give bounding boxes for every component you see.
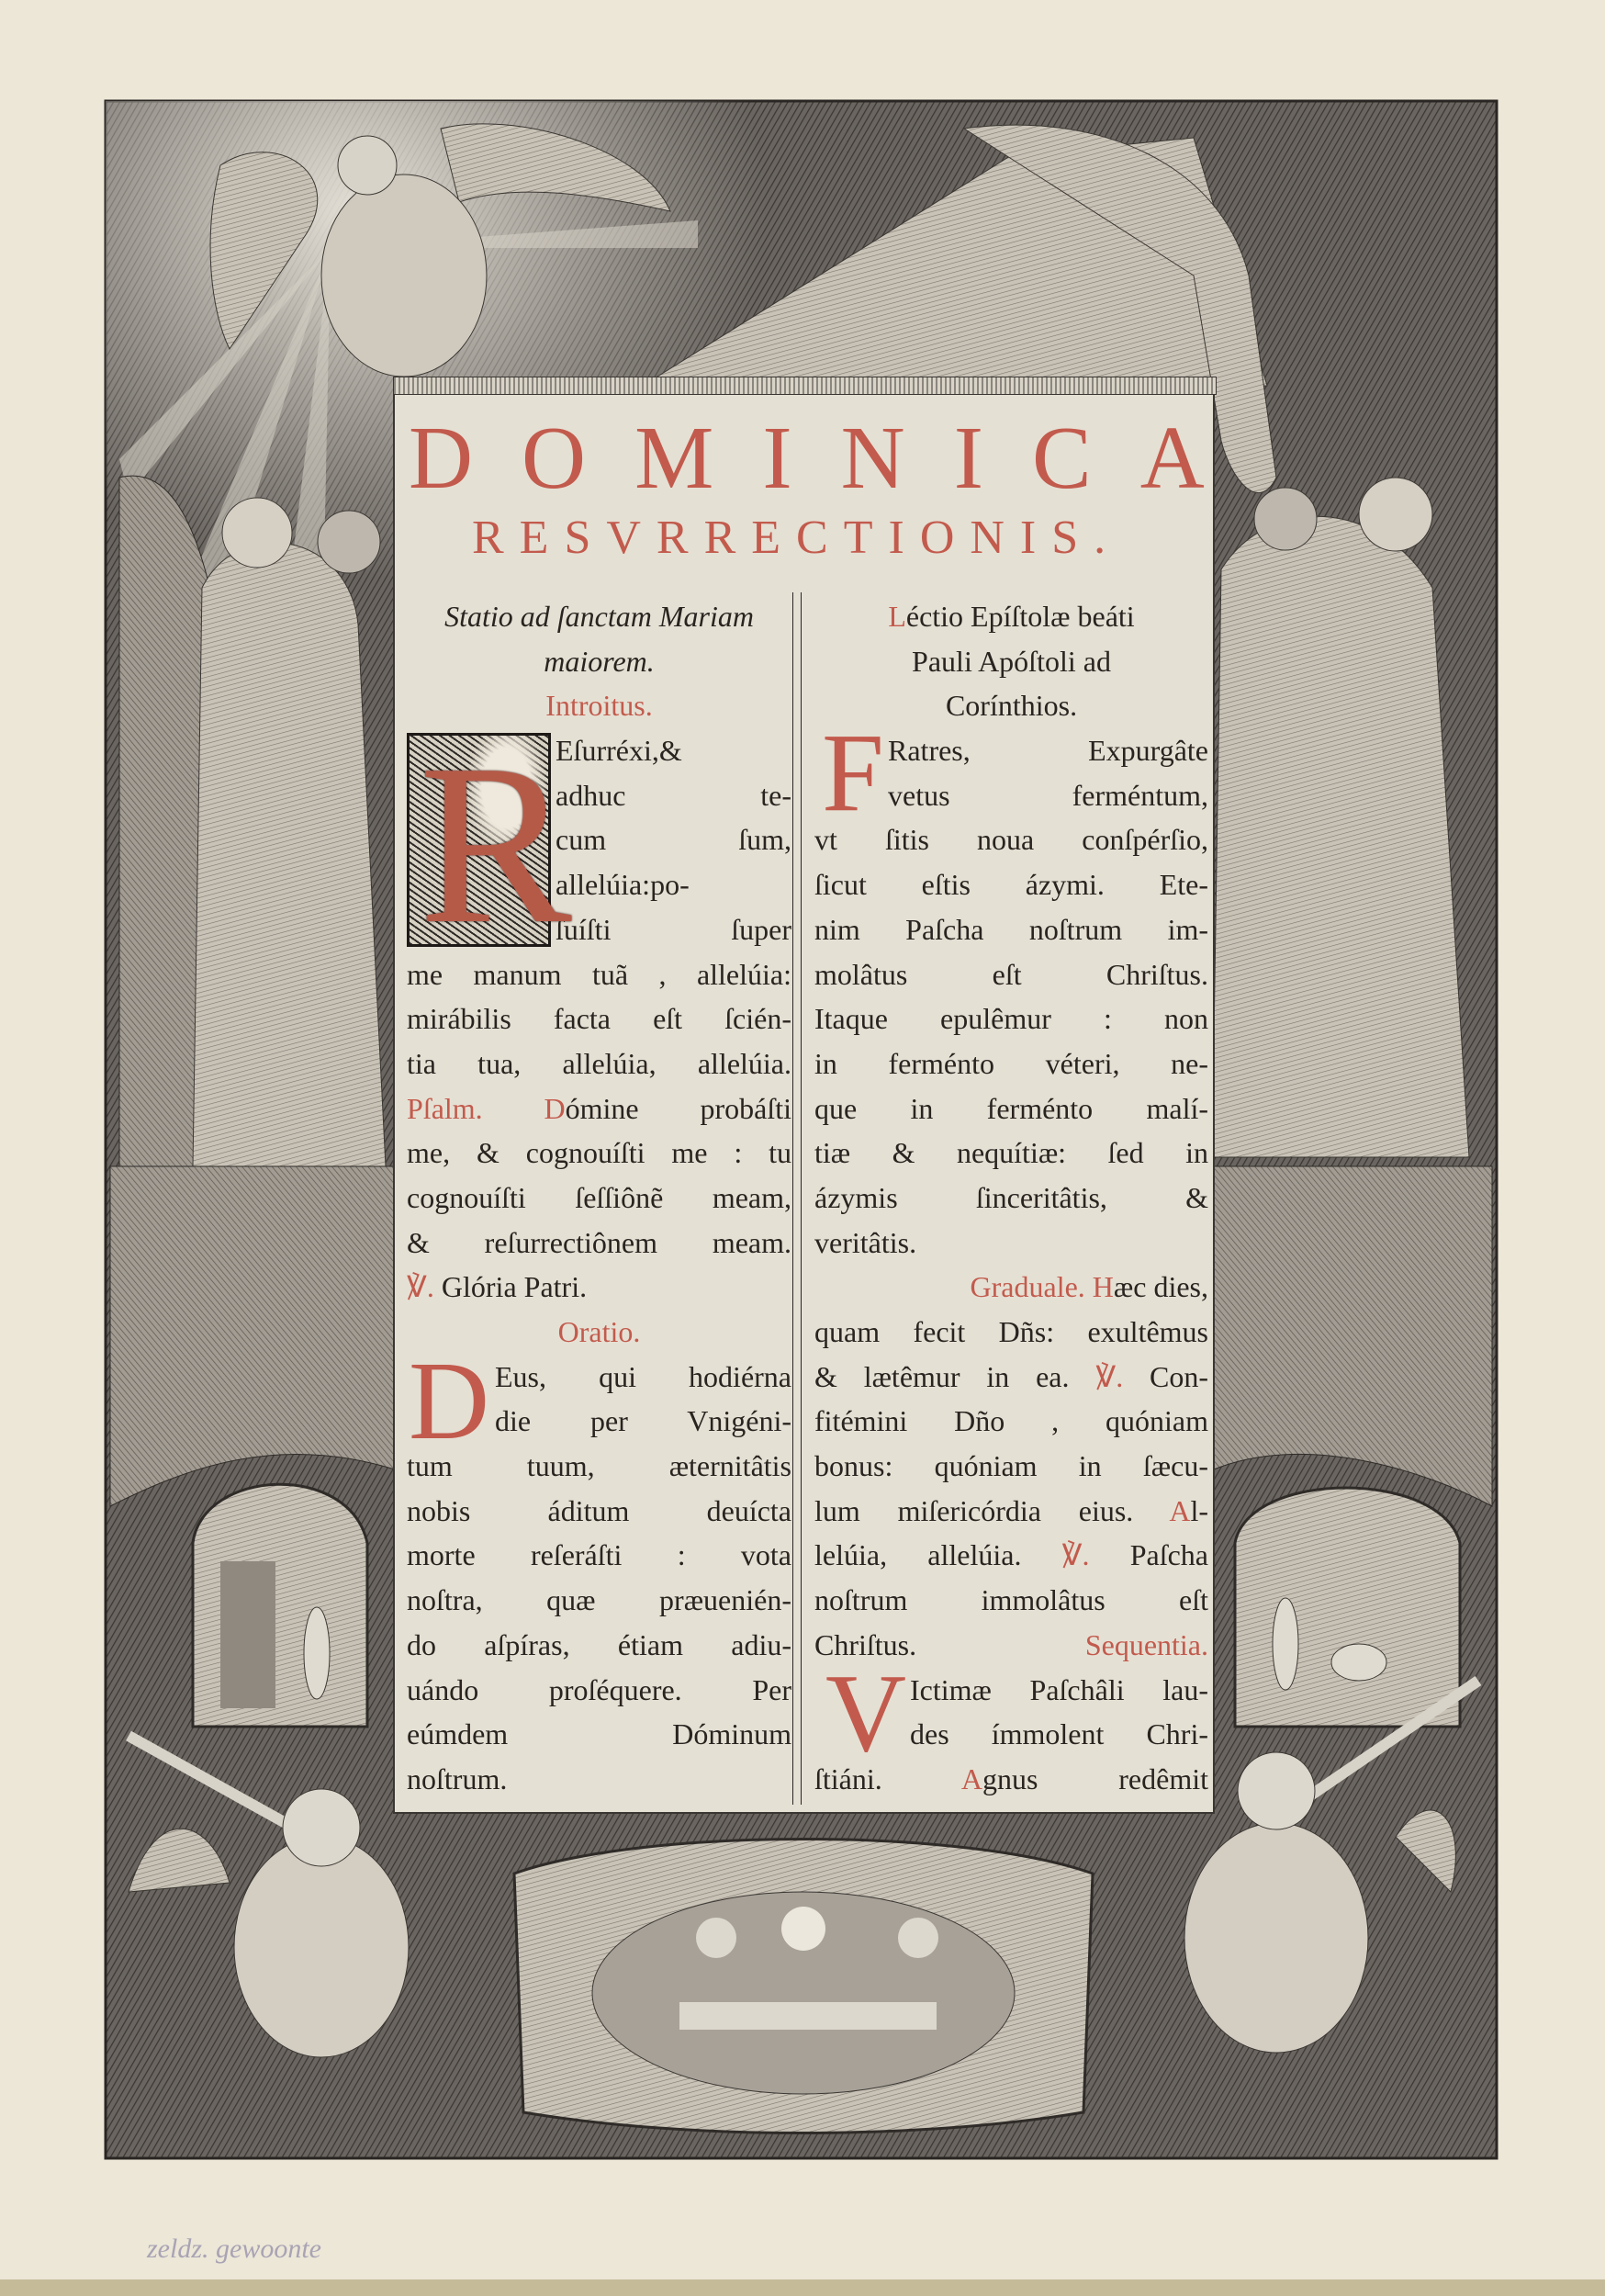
text-line (814, 1489, 1208, 1534)
rubric-text: ℣. (1061, 1538, 1090, 1572)
page-title: DOMINICA (409, 409, 1253, 507)
rubric-text: ℣. (407, 1270, 434, 1304)
rubric-text: Graduale. H (970, 1270, 1114, 1304)
panel-top-molding (393, 377, 1217, 395)
text-line (407, 1041, 791, 1086)
text-line (407, 1489, 791, 1534)
text-line (407, 1533, 791, 1578)
text-segment: vt ſitis noua conſpérſio, (814, 823, 1208, 857)
text-segment: noſtrum immolâtus eſt (814, 1583, 1208, 1617)
text-line (814, 996, 1208, 1041)
text-segment: in ferménto véteri, ne- (814, 1046, 1208, 1080)
page-subtitle: RESVRRECTIONIS. (472, 512, 1122, 564)
text-segment: do aſpíras, étiam adiu- (407, 1627, 791, 1661)
drop-cap-d: D (409, 1339, 490, 1463)
text-line (814, 1131, 1208, 1176)
rubric-text: Introitus. (545, 689, 653, 723)
text-segment: eúmdem Dóminum (407, 1717, 791, 1751)
drop-cap-r: R (419, 717, 572, 972)
text-segment: veritâtis. (814, 1225, 917, 1259)
left-column (407, 594, 791, 1802)
drop-cap-v: V (825, 1651, 907, 1775)
text-line (814, 1041, 1208, 1086)
text-segment: die per Vnigéni- (495, 1404, 791, 1438)
text-line (407, 1668, 791, 1713)
text-line (814, 862, 1208, 907)
text-line (814, 1444, 1208, 1489)
text-segment: éctio Epíſtolæ beáti (905, 600, 1135, 633)
text-segment: & lætêmur in ea. (814, 1359, 1096, 1393)
text-line (407, 1578, 791, 1623)
text-segment: molâtus eſt Chriſtus. (814, 957, 1208, 991)
text-segment: bonus: quóniam in ſæcu- (814, 1449, 1208, 1483)
text-segment: nim Paſcha noſtrum im- (814, 912, 1208, 946)
text-line (407, 1265, 791, 1310)
text-segment: gnus redêmit (982, 1761, 1209, 1795)
text-segment: me manum tuã , allelúia: (407, 957, 791, 991)
text-line (407, 1176, 791, 1221)
rubric-text: A (1169, 1493, 1191, 1527)
text-segment: allelúia:po- (556, 868, 690, 902)
text-segment: maiorem. (544, 644, 655, 678)
rubric-text: ℣. (1095, 1359, 1124, 1393)
text-segment: quam fecit Dñs: exultêmus (814, 1315, 1208, 1348)
text-line (814, 1265, 1208, 1310)
text-line (407, 1712, 791, 1757)
text-segment: Ictimæ Paſchâli lau- (910, 1672, 1208, 1706)
text-line (814, 1533, 1208, 1578)
text-segment: ſuíſti ſuper (556, 912, 791, 946)
text-line (814, 1086, 1208, 1131)
text-segment: Pauli Apóſtoli ad (912, 644, 1111, 678)
text-line (407, 1623, 791, 1668)
text-segment: & reſurrectiônem meam. (407, 1225, 791, 1259)
text-line (407, 1131, 791, 1176)
text-line (407, 1221, 791, 1266)
text-line (814, 1399, 1208, 1444)
text-line (407, 1757, 791, 1802)
text-line (814, 594, 1208, 639)
text-segment: ſtiáni. (814, 1761, 961, 1795)
right-column (814, 594, 1208, 1802)
text-segment: ómine probáſti (565, 1091, 792, 1125)
text-segment: uándo proſéquere. Per (407, 1672, 791, 1706)
text-segment: noſtra, quæ præuenién- (407, 1583, 791, 1617)
text-segment: adhuc te- (556, 778, 791, 812)
text-segment: tiæ & nequítiæ: ſed in (814, 1136, 1208, 1170)
text-segment: lelúia, allelúia. (814, 1538, 1062, 1572)
text-segment: Itaque epulêmur : non (814, 1002, 1208, 1036)
text-line (407, 639, 791, 684)
drop-cap-f: F (822, 711, 884, 835)
text-panel (395, 393, 1253, 1812)
text-segment: ázymis ſinceritâtis, & (814, 1180, 1208, 1214)
rubric-text: Oratio. (557, 1315, 641, 1348)
rubric-text: L (888, 600, 906, 633)
text-segment: que in ferménto malí- (814, 1091, 1208, 1125)
text-line (407, 1086, 791, 1131)
text-segment: Eus, qui hodiérna (495, 1359, 791, 1393)
text-segment: vetus ferméntum, (888, 778, 1208, 812)
text-segment: Statio ad ſanctam Mariam (444, 600, 754, 633)
text-segment: Ratres, Expurgâte (888, 734, 1208, 768)
rubric-text: Pſalm. D (407, 1091, 566, 1125)
text-line (814, 907, 1208, 952)
rubric-text: A (960, 1761, 982, 1795)
text-line (814, 1310, 1208, 1355)
column-divider (801, 592, 802, 1805)
text-segment: tia tua, allelúia, allelúia. (407, 1046, 791, 1080)
text-segment: des ímmolent Chri- (910, 1717, 1208, 1751)
text-segment: fitémini Dño , quóniam (814, 1404, 1208, 1438)
text-segment: noſtrum. (407, 1761, 508, 1795)
text-line (814, 1176, 1208, 1221)
text-segment: mirábilis facta eſt ſcién- (407, 1002, 791, 1036)
rubric-text: Sequentia. (1084, 1627, 1208, 1661)
text-segment: l- (1190, 1493, 1208, 1527)
text-segment: nobis áditum deuícta (407, 1493, 791, 1527)
text-segment: morte reſeráſti : vota (407, 1538, 791, 1572)
text-line (814, 1355, 1208, 1400)
cartouche-supper-at-emmaus (514, 1840, 1093, 2133)
text-segment: Glória Patri. (433, 1270, 588, 1304)
text-segment: Corínthios. (945, 689, 1078, 723)
text-segment: me, & cognouíſti me : tu (407, 1136, 791, 1170)
text-line (814, 639, 1208, 684)
cave-scene-right (1235, 1488, 1460, 1727)
historiated-initial-r (407, 717, 572, 972)
pencil-annotation: zeldz. gewoonte (147, 2234, 321, 2264)
text-segment: Con- (1123, 1359, 1209, 1393)
text-segment: cognouíſti ſeſſiônẽ meam, (407, 1180, 791, 1214)
text-segment: ſicut eſtis ázymi. Ete- (814, 868, 1208, 902)
text-segment: tum tuum, æternitâtis (407, 1449, 791, 1483)
text-line (814, 1578, 1208, 1623)
text-segment: Paſcha (1089, 1538, 1208, 1572)
text-line (814, 952, 1208, 997)
text-line (814, 1221, 1208, 1266)
mount-backing-edge (0, 2279, 1605, 2296)
text-segment: Eſurréxi,& (556, 734, 682, 768)
text-line (407, 594, 791, 639)
cave-scene-left (193, 1484, 367, 1727)
text-segment: lum miſericórdia eius. (814, 1493, 1170, 1527)
column-divider (792, 592, 793, 1805)
text-line (407, 996, 791, 1041)
text-segment: cum ſum, (556, 823, 791, 857)
text-segment: æc dies, (1113, 1270, 1208, 1304)
text-segment: Chriſtus. (814, 1627, 1085, 1661)
